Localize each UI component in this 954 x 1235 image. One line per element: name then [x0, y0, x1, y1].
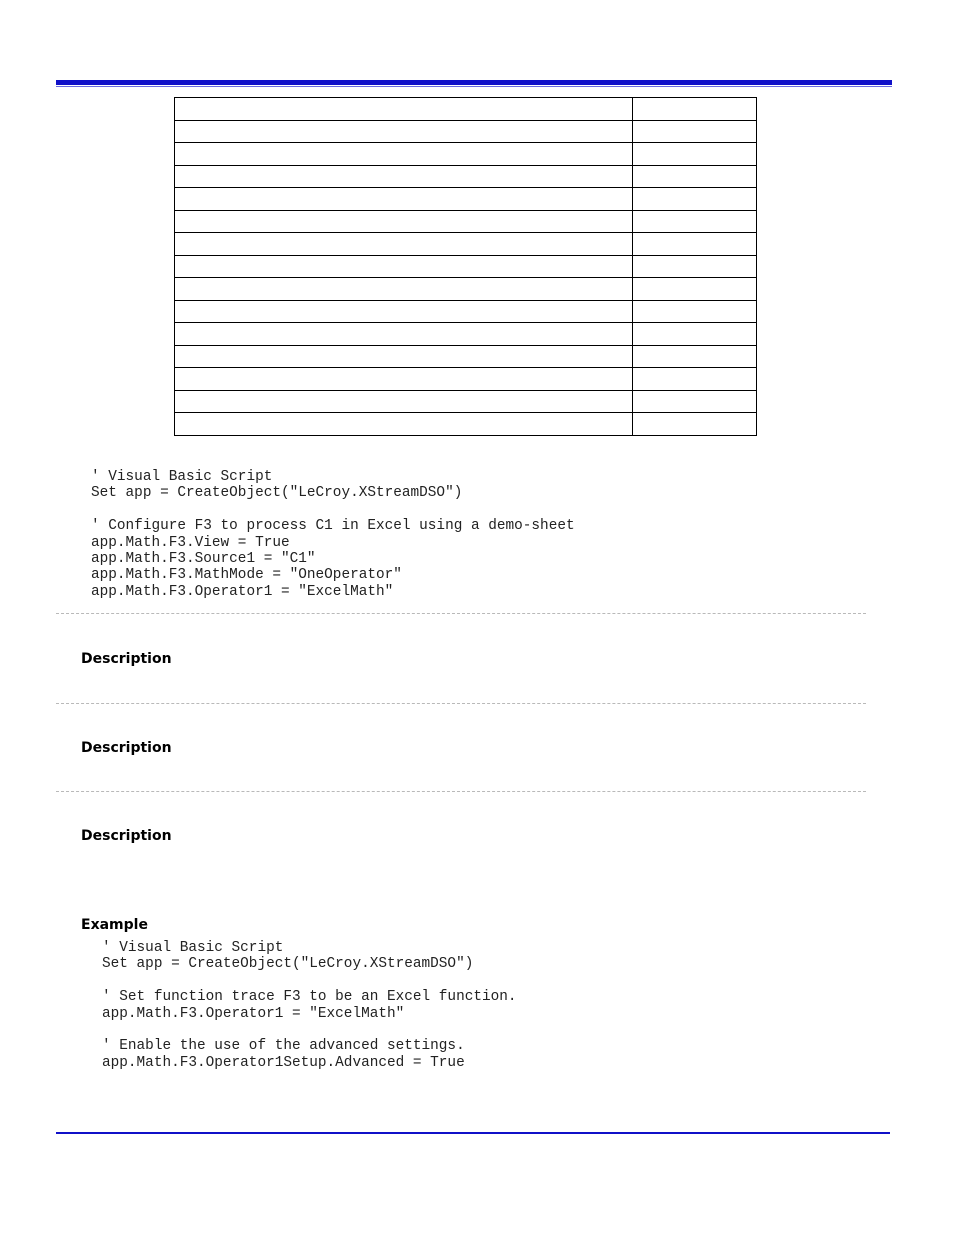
table-cell — [175, 188, 633, 211]
code-line: app.Math.F3.Source1 = "C1" — [91, 551, 316, 568]
table-row — [175, 165, 757, 188]
code-line: app.Math.F3.MathMode = "OneOperator" — [91, 567, 402, 584]
table-row — [175, 300, 757, 323]
description-heading: Description — [81, 828, 172, 844]
table-row — [175, 368, 757, 391]
parameter-table-body — [175, 98, 757, 436]
table-cell — [175, 300, 633, 323]
table-row — [175, 188, 757, 211]
table-cell — [633, 165, 757, 188]
code-line: Set app = CreateObject("LeCroy.XStreamDSO") — [102, 956, 474, 973]
section-divider — [56, 791, 866, 792]
table-row — [175, 323, 757, 346]
table-cell — [633, 255, 757, 278]
table-row — [175, 278, 757, 301]
table-row — [175, 98, 757, 121]
table-row — [175, 210, 757, 233]
code-line: ' Visual Basic Script — [91, 469, 273, 485]
example-heading: Example — [81, 917, 148, 933]
table-cell — [633, 413, 757, 436]
table-cell — [633, 98, 757, 121]
table-row — [175, 255, 757, 278]
table-cell — [633, 143, 757, 166]
table-cell — [633, 368, 757, 391]
table-row — [175, 390, 757, 413]
table-cell — [175, 413, 633, 436]
table-cell — [175, 233, 633, 256]
table-cell — [633, 120, 757, 143]
table-cell — [175, 210, 633, 233]
description-heading: Description — [81, 651, 172, 667]
code-line: ' Enable the use of the advanced settings. — [102, 1038, 465, 1055]
table-cell — [175, 255, 633, 278]
code-block-vbs-example — [102, 940, 517, 1071]
table-cell — [633, 345, 757, 368]
description-heading: Description — [81, 740, 172, 756]
table-cell — [633, 210, 757, 233]
table-cell — [633, 233, 757, 256]
table-cell — [175, 165, 633, 188]
table-cell — [633, 188, 757, 211]
table-row — [175, 413, 757, 436]
code-block-vbs-configure — [91, 469, 575, 600]
table-cell — [175, 278, 633, 301]
parameter-table — [174, 97, 757, 436]
table-row — [175, 120, 757, 143]
code-line: app.Math.F3.Operator1 = "ExcelMath" — [91, 583, 394, 600]
table-cell — [175, 390, 633, 413]
table-cell — [633, 300, 757, 323]
section-divider — [56, 703, 866, 704]
code-line: ' Set function trace F3 to be an Excel function. — [102, 989, 517, 1006]
table-cell — [175, 345, 633, 368]
table-cell — [175, 143, 633, 166]
table-cell — [633, 278, 757, 301]
table-cell — [175, 98, 633, 121]
table-cell — [175, 323, 633, 346]
table-cell — [175, 120, 633, 143]
table-row — [175, 143, 757, 166]
table-cell — [633, 323, 757, 346]
code-line: Set app = CreateObject("LeCroy.XStreamDSO") — [91, 485, 463, 502]
section-divider — [56, 613, 866, 614]
code-line: app.Math.F3.Operator1 = "ExcelMath" — [102, 1005, 405, 1022]
code-line: ' Configure F3 to process C1 in Excel using a demo-sheet — [91, 518, 575, 535]
code-line: app.Math.F3.Operator1Setup.Advanced = True — [102, 1054, 465, 1071]
table-row — [175, 345, 757, 368]
footer-rule — [56, 1132, 890, 1134]
code-line: app.Math.F3.View = True — [91, 534, 290, 551]
table-row — [175, 233, 757, 256]
table-cell — [633, 390, 757, 413]
header-rule — [56, 80, 892, 85]
table-cell — [175, 368, 633, 391]
code-line: ' Visual Basic Script — [102, 940, 284, 956]
